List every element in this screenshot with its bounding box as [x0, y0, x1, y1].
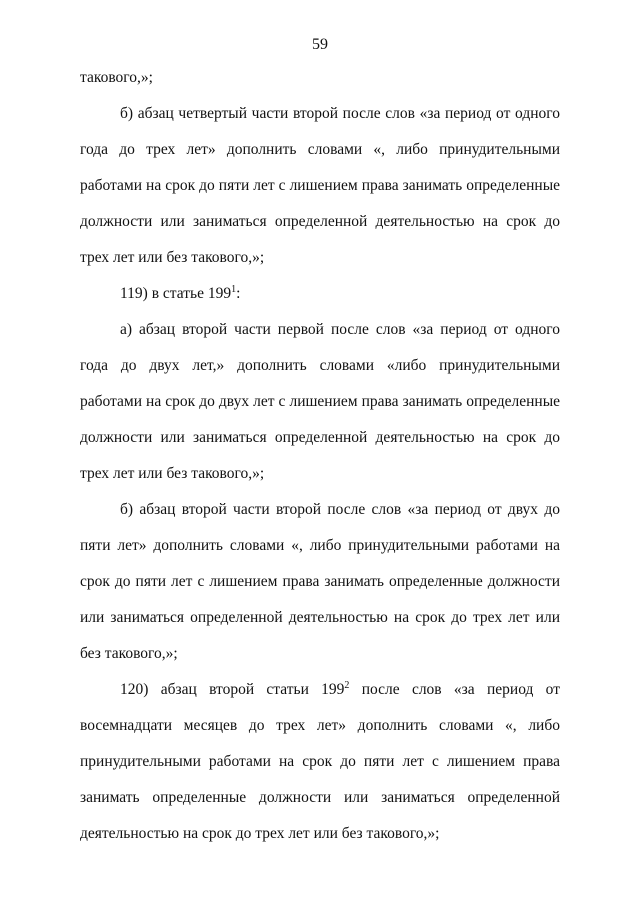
paragraph-amendment-b-2: б) абзац второй части второй после слов «за период от двух до пяти лет» дополнить словами «, либо принудительными работами на срок до пяти лет с лишением права занимать определенные должности или заниматься определенной деятельностью на срок до трех лет или без такового,»; [80, 501, 560, 662]
paragraph-amendment-a: а) абзац второй части первой после слов «за период от одного года до двух лет,» дополнить словами «либо принудительными работами на срок до двух лет с лишением права занимать определенные должности или заниматься определенной деятельностью на срок до трех лет или без такового,»; [80, 321, 560, 482]
item-120-superscript: 2 [344, 679, 350, 691]
item-119-text: 119) в статье 199 [120, 285, 232, 302]
paragraph-item-120 [80, 672, 560, 852]
paragraph-amendment-b-4: б) абзац четвертый части второй после слов «за период от одного года до трех лет» дополнить словами «, либо принудительными работами на срок до пяти лет с лишением права занимать определенные должности или заниматься определенной деятельностью на срок до трех лет или без такового,»; [80, 105, 560, 266]
paragraph-continuation: такового,»; [80, 69, 153, 86]
document-body [80, 60, 560, 852]
item-119-colon: : [236, 285, 241, 302]
page-number: 59 [312, 36, 328, 53]
item-119-superscript: 1 [231, 283, 237, 295]
paragraph-item-119 [80, 276, 560, 312]
item-120-rest: после слов «за период от восемнадцати месяцев до трех лет» дополнить словами «, либо принудительными работами на срок до пяти лет с лишением права занимать определенные должности или заниматься определенной деятельностью на срок до трех лет или без такового,»; [80, 681, 560, 842]
item-120-lead: 120) абзац второй статьи 199 [120, 681, 345, 698]
